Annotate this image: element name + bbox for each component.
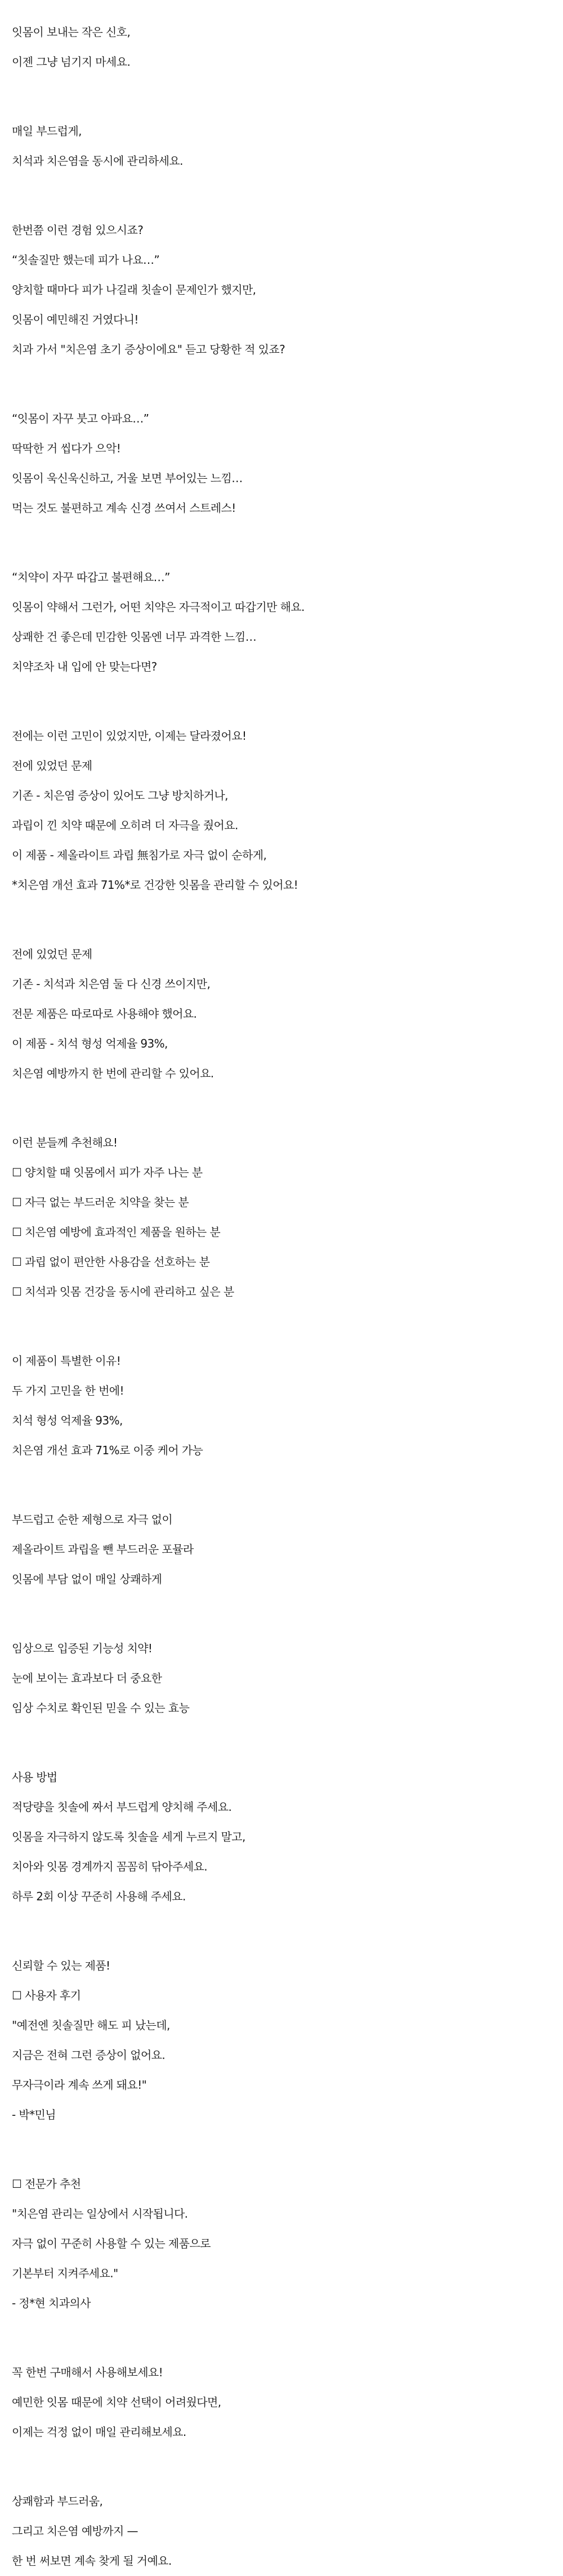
paragraph-recommend	[12, 1128, 563, 1307]
text-line: ☐ 전문가 추천	[12, 2177, 81, 2191]
text-line: 이런 분들께 추천해요!	[12, 1136, 118, 1149]
text-line: ☐ 양치할 때 잇몸에서 피가 자주 나는 분	[12, 1166, 203, 1179]
text-line: 잇몸이 예민해진 거였다니!	[12, 313, 138, 326]
text-line: 지금은 전혀 그런 증상이 없어요.	[12, 2048, 166, 2062]
text-line: 그리고 치은염 예방까지 —	[12, 2524, 138, 2538]
text-line: 기존 - 치은염 증상이 있어도 그냥 방치하거나,	[12, 789, 228, 802]
text-line: “잇몸이 자꾸 붓고 아파요…”	[12, 412, 149, 425]
text-line: 전에는 이런 고민이 있었지만, 이제는 달라졌어요!	[12, 729, 247, 743]
text-line: 부드럽고 순한 제형으로 자극 없이	[12, 1513, 173, 1526]
text-line: 상쾌함과 부드러움,	[12, 2494, 103, 2508]
text-line: ☐ 자극 없는 부드러운 치약을 찾는 분	[12, 1195, 189, 1209]
text-line: 딱딱한 거 씹다가 으악!	[12, 442, 121, 455]
text-line: “치약이 자꾸 따갑고 불편해요…”	[12, 570, 170, 584]
text-line: 양치할 때마다 피가 나길래 칫솔이 문제인가 했지만,	[12, 283, 256, 296]
paragraph-cta	[12, 2358, 563, 2447]
text-line: ☐ 과립 없이 편안한 사용감을 선호하는 분	[12, 1255, 210, 1269]
text-line: 치은염 예방까지 한 번에 관리할 수 있어요.	[12, 1067, 214, 1080]
text-line: 무자극이라 계속 쓰게 돼요!"	[12, 2078, 147, 2092]
paragraph-closing	[12, 2487, 563, 2576]
text-line: 꼭 한번 구매해서 사용해보세요!	[12, 2366, 163, 2379]
text-line: 치석과 치은염을 동시에 관리하세요.	[12, 154, 183, 168]
text-line: 이제는 걱정 없이 매일 관리해보세요.	[12, 2425, 186, 2439]
text-line: 눈에 보이는 효과보다 더 중요한	[12, 1671, 162, 1685]
paragraph-problem-stinging	[12, 563, 563, 682]
text-line: *치은염 개선 효과 71%*로 건강한 잇몸을 관리할 수 있어요!	[12, 878, 298, 892]
text-line: 치아와 잇몸 경계까지 꼼꼼히 닦아주세요.	[12, 1860, 208, 1873]
text-line: 한 번 써보면 계속 찾게 될 거예요.	[12, 2554, 172, 2568]
text-line: - 정*현 치과의사	[12, 2296, 91, 2310]
text-line: 하루 2회 이상 꾸준히 사용해 주세요.	[12, 1890, 186, 1903]
paragraph-problem-swelling	[12, 404, 563, 523]
text-line: "예전엔 칫솔질만 해도 피 났는데,	[12, 2018, 170, 2032]
paragraph-special	[12, 1346, 563, 1465]
text-line: - 박*민님	[12, 2108, 56, 2121]
text-line: 잇몸을 자극하지 않도록 칫솔을 세게 누르지 말고,	[12, 1830, 245, 1844]
text-line: 신뢰할 수 있는 제품!	[12, 1959, 110, 1972]
text-line: 이 제품 - 치석 형성 억제율 93%,	[12, 1037, 168, 1050]
text-line: 치석 형성 억제율 93%,	[12, 1414, 123, 1427]
text-line: 이젠 그냥 넘기지 마세요.	[12, 55, 131, 69]
text-line: 이 제품이 특별한 이유!	[12, 1354, 121, 1368]
paragraph-headline	[12, 116, 563, 176]
text-line: 치약조차 내 입에 안 맞는다면?	[12, 660, 157, 673]
text-line: ☐ 사용자 후기	[12, 1989, 81, 2002]
text-line: 한번쯤 이런 경험 있으시죠?	[12, 223, 144, 237]
text-line: 임상으로 입증된 기능성 치약!	[12, 1642, 153, 1655]
text-line: 전에 있었던 문제	[12, 947, 92, 961]
paragraph-intro	[12, 17, 563, 77]
paragraph-before-after-2	[12, 939, 563, 1089]
text-line: 잇몸이 욱신욱신하고, 거울 보면 부어있는 느낌…	[12, 471, 243, 485]
text-line: 이 제품 - 제올라이트 과립 無침가로 자극 없이 순하게,	[12, 848, 267, 862]
paragraph-clinical	[12, 1634, 563, 1723]
text-line: 매일 부드럽게,	[12, 124, 82, 138]
paragraph-expert	[12, 2169, 563, 2318]
text-line: 잇몸이 보내는 작은 신호,	[12, 25, 131, 39]
text-line: 적당량을 칫솔에 짜서 부드럽게 양치해 주세요.	[12, 1800, 232, 1814]
text-line: 자극 없이 꾸준히 사용할 수 있는 제품으로	[12, 2237, 211, 2250]
paragraph-problem-bleeding	[12, 215, 563, 365]
text-line: 상쾌한 건 좋은데 민감한 잇몸엔 너무 과격한 느낌…	[12, 630, 257, 644]
paragraph-usage	[12, 1763, 563, 1912]
text-line: 사용 방법	[12, 1770, 57, 1784]
text-line: "치은염 관리는 일상에서 시작됩니다.	[12, 2207, 188, 2220]
text-line: 기존 - 치석과 치은염 둘 다 신경 쓰이지만,	[12, 977, 211, 991]
text-line: 제올라이트 과립을 뺀 부드러운 포뮬라	[12, 1543, 194, 1556]
paragraph-before-after-1	[12, 721, 563, 900]
text-line: 전에 있었던 문제	[12, 759, 92, 772]
text-line: 치과 가서 "치은염 초기 증상이에요" 듣고 당황한 적 있죠?	[12, 343, 285, 356]
text-line: ☐ 치은염 예방에 효과적인 제품을 원하는 분	[12, 1225, 221, 1239]
paragraph-review	[12, 1951, 563, 2130]
text-line: “칫솔질만 했는데 피가 나요…”	[12, 253, 160, 267]
text-line: 예민한 잇몸 때문에 치약 선택이 어려웠다면,	[12, 2395, 221, 2409]
text-line: 잇몸에 부담 없이 매일 상쾌하게	[12, 1572, 162, 1586]
text-line: 두 가지 고민을 한 번에!	[12, 1384, 124, 1397]
paragraph-gentle	[12, 1505, 563, 1594]
text-line: 먹는 것도 불편하고 계속 신경 쓰여서 스트레스!	[12, 501, 236, 515]
text-line: 기본부터 지켜주세요."	[12, 2267, 118, 2280]
text-line: 전문 제품은 따로따로 사용해야 했어요.	[12, 1007, 197, 1020]
text-line: 임상 수치로 확인된 믿을 수 있는 효능	[12, 1701, 190, 1715]
text-line: 잇몸이 약해서 그런가, 어떤 치약은 자극적이고 따갑기만 해요.	[12, 600, 305, 614]
text-line: 과립이 낀 치약 때문에 오히려 더 자극을 줬어요.	[12, 819, 238, 832]
text-line: ☐ 치석과 잇몸 건강을 동시에 관리하고 싶은 분	[12, 1285, 234, 1298]
text-line: 치은염 개선 효과 71%로 이중 케어 가능	[12, 1444, 203, 1457]
